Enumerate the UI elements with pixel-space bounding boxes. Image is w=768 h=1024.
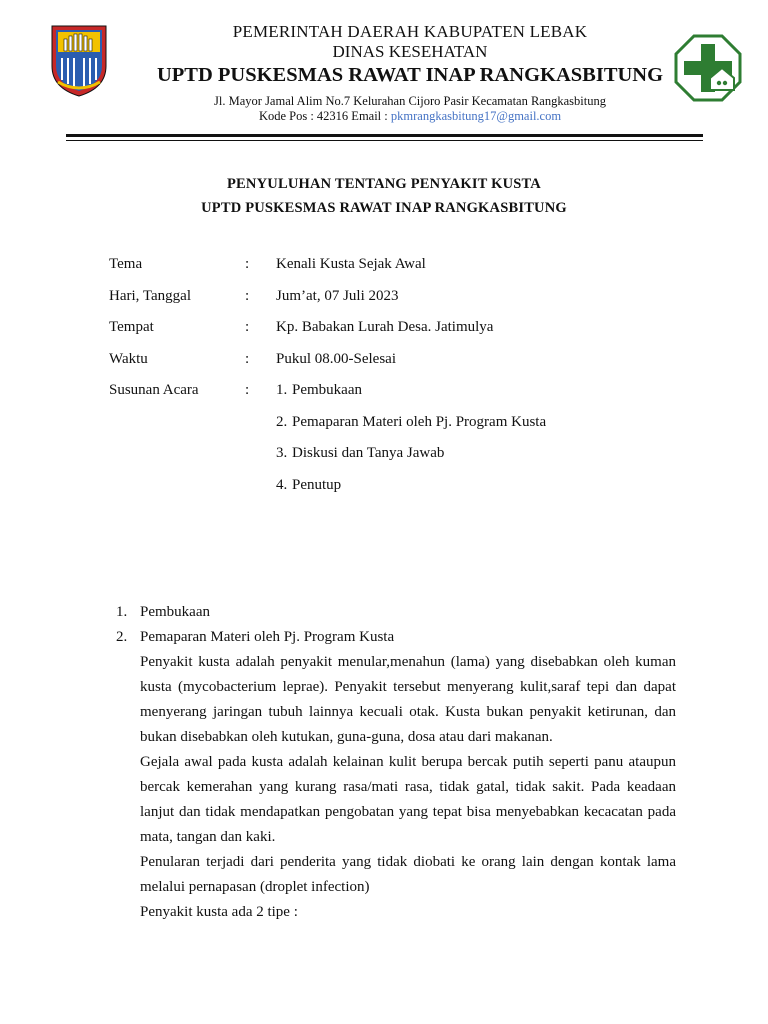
info-value: Kenali Kusta Sejak Awal [276, 256, 426, 272]
event-info-table [109, 256, 669, 508]
agenda-number: 4. [276, 476, 288, 493]
info-label: Tema [109, 256, 143, 272]
paragraph-transmission: Penularan terjadi dari penderita yang tidak diobati ke orang lain dengan kontak lama melalui pernapasan (droplet infection) [140, 854, 676, 895]
info-separator: : [245, 287, 250, 304]
info-separator: : [245, 319, 250, 335]
letterhead-thick-rule [66, 134, 703, 137]
list-text: Pembukaan [140, 604, 210, 620]
info-label: Susunan Acara [109, 382, 199, 398]
letterhead-government: PEMERINTAH DAERAH KABUPATEN LEBAK [232, 22, 588, 41]
letterhead-institution: UPTD PUSKESMAS RAWAT INAP RANGKASBITUNG [156, 64, 664, 86]
paragraph-definition: Penyakit kusta adalah penyakit menular,menahun (lama) yang disebabkan oleh kuman kusta (mycobacterium leprae). Penyakit tersebut menyerang kulit,saraf tepi dan dapat menyerang jaringan tubuh lainnya kecuali otak. Kusta bukan penyakit ketirunan, dan bukan disebabkan oleh kutukan, guna-guna, dosa atau dari makanan. [140, 654, 676, 745]
agenda-number: 3. [276, 445, 288, 461]
info-row-date [109, 288, 669, 320]
kabupaten-lebak-emblem-icon [48, 22, 110, 98]
info-row-agenda [109, 382, 669, 414]
letterhead-contact [130, 109, 690, 124]
agenda-row [109, 477, 669, 509]
info-separator: : [245, 382, 250, 398]
info-value: Jum’at, 07 Juli 2023 [276, 287, 399, 304]
info-value: Pukul 08.00-Selesai [276, 350, 396, 367]
letterhead-department: DINAS KESEHATAN [332, 42, 488, 61]
letterhead-address: Jl. Mayor Jamal Alim No.7 Kelurahan Cijoro Pasir Kecamatan Rangkasbitung [214, 94, 606, 108]
letterhead [130, 22, 690, 124]
list-item [116, 600, 676, 625]
list-item [116, 625, 676, 650]
paragraph-types: Penyakit kusta ada 2 tipe : [140, 904, 298, 920]
agenda-text: Penutup [292, 476, 342, 493]
agenda-text: Pemaparan Materi oleh Pj. Program Kusta [292, 413, 547, 430]
agenda-number: 1. [276, 382, 288, 398]
document-body [116, 600, 676, 925]
list-number: 1. [116, 604, 128, 620]
agenda-number: 2. [276, 413, 288, 430]
agenda-text: Diskusi dan Tanya Jawab [292, 445, 445, 461]
info-label: Hari, Tanggal [109, 287, 191, 304]
document-title: PENYULUHAN TENTANG PENYAKIT KUSTA [227, 176, 541, 192]
list-text: Pemaparan Materi oleh Pj. Program Kusta [140, 629, 395, 645]
info-label: Tempat [109, 319, 154, 335]
agenda-item [276, 414, 546, 431]
letterhead-postal: Kode Pos : 42316 Email : [258, 109, 391, 123]
agenda-item [276, 382, 362, 399]
info-separator: : [245, 256, 250, 272]
paragraph-symptoms: Gejala awal pada kusta adalah kelainan kulit berupa bercak putih seperti panu ataupun bercak kemerahan yang kurang rasa/mati rasa, tidak gatal, tidak sakit. Pada keadaan lanjut dan tidak mendapatkan pengobatan yang tepat bisa menyebabkan kecacatan pada mata, tangan dan kaki. [140, 754, 676, 845]
agenda-row [109, 445, 669, 477]
info-row-time [109, 351, 669, 383]
list-number: 2. [116, 629, 128, 645]
info-value: Kp. Babakan Lurah Desa. Jatimulya [276, 319, 494, 335]
agenda-item [276, 445, 444, 462]
info-label: Waktu [109, 350, 148, 367]
letterhead-thin-rule [66, 140, 703, 141]
letterhead-email-link[interactable]: pkmrangkasbitung17@gmail.com [390, 109, 562, 123]
info-row-place [109, 319, 669, 351]
agenda-item [276, 477, 341, 494]
document-subtitle: UPTD PUSKESMAS RAWAT INAP RANGKASBITUNG [201, 200, 567, 216]
puskesmas-cross-emblem-icon [674, 34, 742, 102]
info-row-tema [109, 256, 669, 288]
agenda-text: Pembukaan [292, 382, 362, 398]
info-separator: : [245, 350, 250, 367]
agenda-row [109, 414, 669, 446]
